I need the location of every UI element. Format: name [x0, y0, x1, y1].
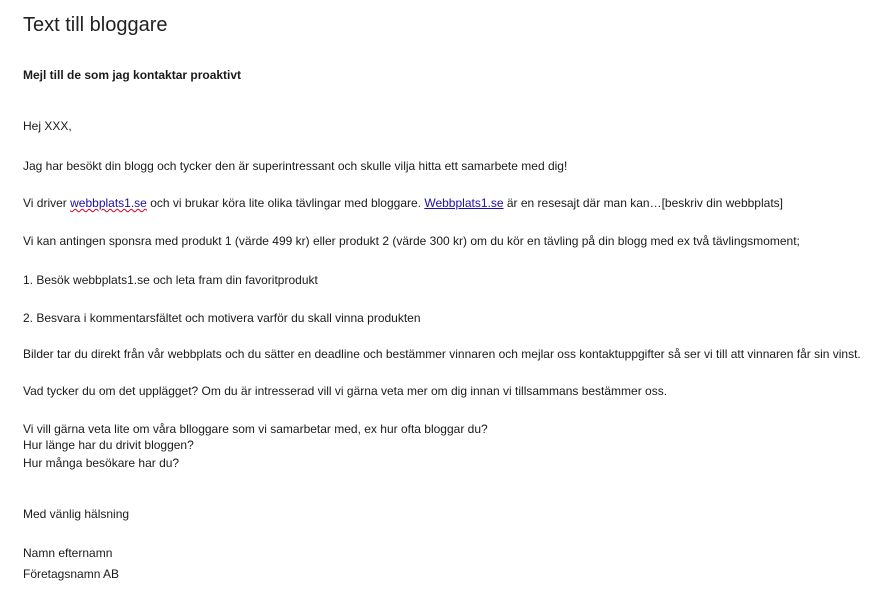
website-link[interactable]: webbplats1.se	[70, 196, 147, 210]
paragraph-about-site-middle: och vi brukar köra lite olika tävlingar med bloggare.	[146, 196, 425, 210]
question-line: Vi vill gärna veta lite om våra blloggare som vi samarbetar med, ex hur ofta bloggar du?	[23, 422, 488, 436]
paragraph-about-site-after: är en resesajt där man kan…[beskriv din webbplats]	[503, 196, 783, 210]
paragraph-about-site	[23, 196, 783, 211]
greeting: Hej XXX,	[23, 119, 72, 133]
paragraph-about-site-before: Vi driver	[23, 196, 71, 210]
paragraph-intro: Jag har besökt din blogg och tycker den är superintressant och skulle vilja hitta ett samarbete med dig!	[23, 159, 568, 173]
email-subtitle: Mejl till de som jag kontaktar proaktivt	[23, 68, 242, 82]
closing: Med vänlig hälsning	[23, 507, 130, 521]
signature-name: Namn efternamn	[23, 546, 113, 560]
page-title: Text till bloggare	[23, 14, 168, 36]
signature-company: Företagsnamn AB	[23, 567, 120, 581]
paragraph-interest: Vad tycker du om det upplägget? Om du är intresserad vill vi gärna veta mer om dig innan vi tillsammans bestämmer oss.	[23, 384, 668, 398]
paragraph-sponsor-offer: Vi kan antingen sponsra med produkt 1 (värde 499 kr) eller produkt 2 (värde 300 kr) om du kör en tävling på din blogg med ex två tävlingsmoment;	[23, 234, 800, 248]
contest-step-1: 1. Besök webbplats1.se och leta fram din favoritprodukt	[23, 273, 318, 287]
paragraph-images-deadline: Bilder tar du direkt från vår webbplats och du sätter en deadline och bestämmer vinnaren och mejlar oss kontaktuppgifter så ser vi till att vinnaren får sin vinst.	[23, 347, 861, 361]
question-line: Hur många besökare har du?	[23, 456, 180, 470]
question-line: Hur länge har du drivit bloggen?	[23, 438, 194, 452]
website-link-2[interactable]: Webbplats1.se	[424, 196, 504, 210]
contest-step-2: 2. Besvara i kommentarsfältet och motivera varför du skall vinna produkten	[23, 311, 421, 325]
